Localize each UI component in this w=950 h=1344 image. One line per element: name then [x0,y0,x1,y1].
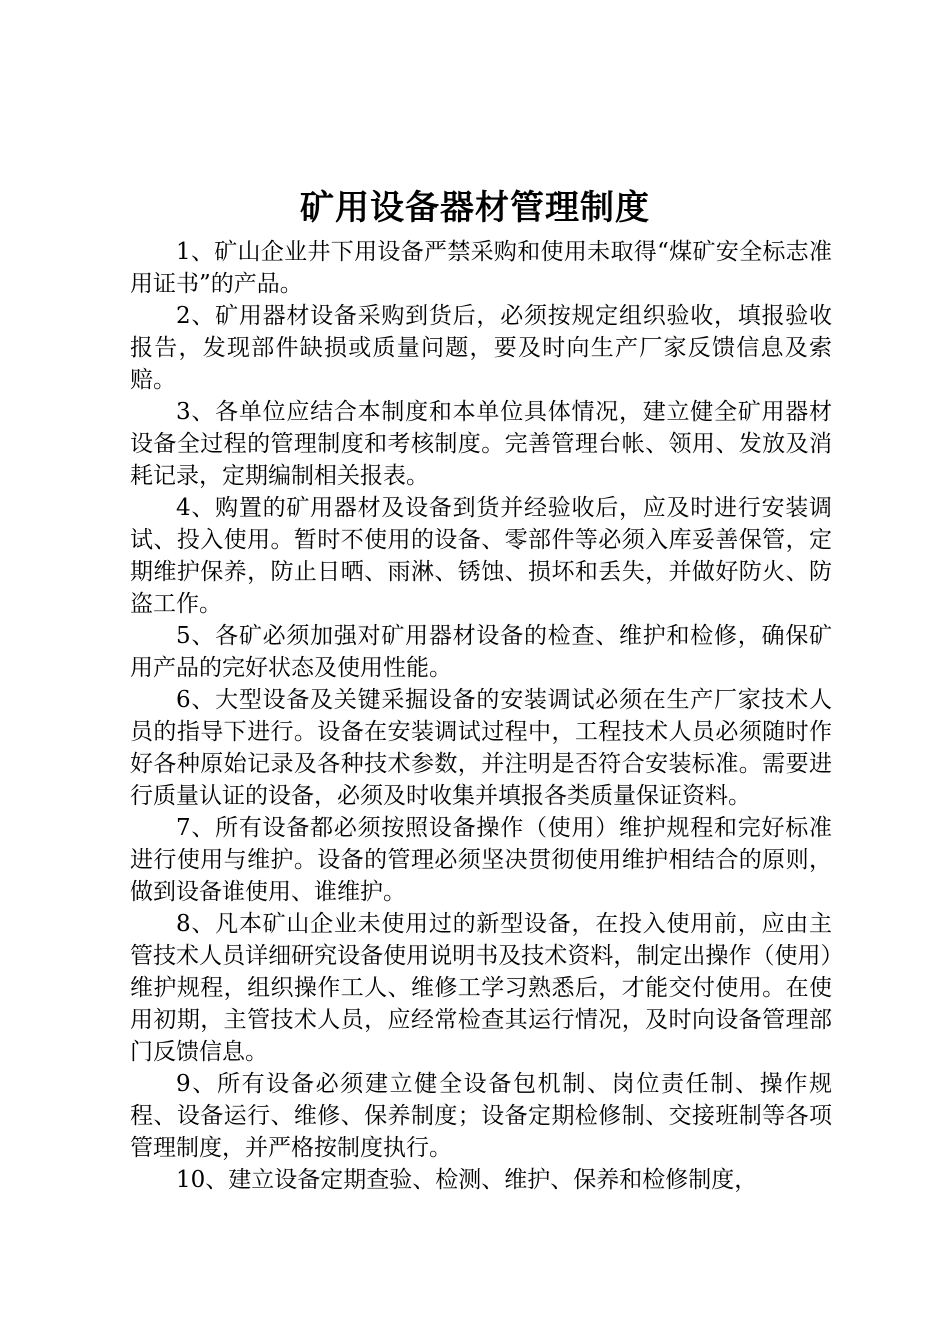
paragraph-2: 2、矿用器材设备采购到货后，必须按规定组织验收，填报验收报告，发现部件缺损或质量问题，要及时向生产厂家反馈信息及索赔。 [130,303,832,393]
paragraph-3: 3、各单位应结合本制度和本单位具体情况，建立健全矿用器材设备全过程的管理制度和考核制度。完善管理台帐、领用、发放及消耗记录，定期编制相关报表。 [130,399,832,489]
paragraph-8: 8、凡本矿山企业未使用过的新型设备，在投入使用前，应由主管技术人员详细研究设备使用说明书及技术资料，制定出操作（使用）维护规程，组织操作工人、维修工学习熟悉后，才能交付使用。在使用初期，主管技术人员，应经常检查其运行情况，及时向设备管理部门反馈信息。 [130,911,832,1065]
paragraph-7: 7、所有设备都必须按照设备操作（使用）维护规程和完好标准进行使用与维护。设备的管理必须坚决贯彻使用维护相结合的原则，做到设备谁使用、谁维护。 [130,815,832,905]
paragraph-9: 9、所有设备必须建立健全设备包机制、岗位责任制、操作规程、设备运行、维修、保养制度；设备定期检修制、交接班制等各项管理制度，并严格按制度执行。 [130,1071,832,1161]
paragraph-6: 6、大型设备及关键采掘设备的安装调试必须在生产厂家技术人员的指导下进行。设备在安装调试过程中，工程技术人员必须随时作好各种原始记录及各种技术参数，并注明是否符合安装标准。需要进行质量认证的设备，必须及时收集并填报各类质量保证资料。 [130,687,832,809]
paragraph-4: 4、购置的矿用器材及设备到货并经验收后，应及时进行安装调试、投入使用。暂时不使用的设备、零部件等必须入库妥善保管，定期维护保养，防止日晒、雨淋、锈蚀、损坏和丢失，并做好防火、防盗工作。 [130,495,832,617]
document-title: 矿用设备器材管理制度 [300,188,650,228]
paragraph-1: 1、矿山企业井下用设备严禁采购和使用未取得“煤矿安全标志准用证书”的产品。 [130,239,832,297]
document-body [130,236,832,1196]
paragraph-10: 10、建立设备定期查验、检测、维护、保养和检修制度， [176,1167,758,1193]
paragraph-5: 5、各矿必须加强对矿用器材设备的检查、维护和检修，确保矿用产品的完好状态及使用性能。 [130,623,832,681]
